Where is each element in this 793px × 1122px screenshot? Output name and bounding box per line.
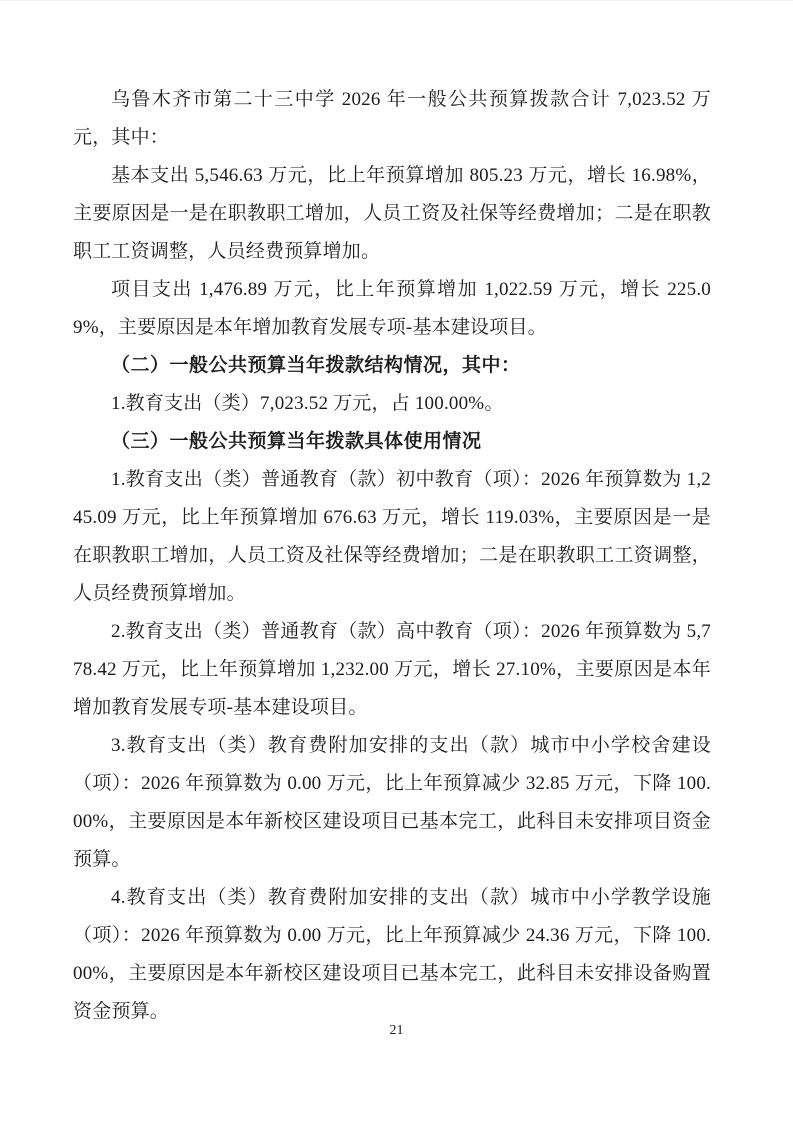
paragraph-item-2-senior-high: 2.教育支出（类）普通教育（款）高中教育（项）：2026 年预算数为 5,778.42 万元，比上年预算增加 1,232.00 万元，增长 27.10%，主要原因是本年增加教育发展专项-基本建设项目。 — [73, 621, 711, 718]
paragraph-item-1-junior-high: 1.教育支出（类）普通教育（款）初中教育（项）：2026 年预算数为 1,245.09 万元，比上年预算增加 676.63 万元，增长 119.03%，主要原因是一是在职教职工增加，人员工资及社保等经费增加；二是在职教职工工资调整，人员经费预算增加。 — [73, 469, 711, 604]
paragraph-education-expenditure-share: 1.教育支出（类）7,023.52 万元，占 100.00%。 — [111, 393, 504, 414]
paragraph-item-3-school-building: 3.教育支出（类）教育费附加安排的支出（款）城市中小学校舍建设（项）：2026 年预算数为 0.00 万元，比上年预算减少 32.85 万元，下降 100.00%，主要原因是本年新校区建设项目已基本完工，此科目未安排项目资金预算。 — [73, 735, 711, 870]
paragraph-total-allocation: 乌鲁木齐市第二十三中学 2026 年一般公共预算拨款合计 7,023.52 万元，其中： — [73, 89, 711, 148]
page-number: 21 — [389, 1023, 404, 1038]
section-heading-allocation-structure: （二）一般公共预算当年拨款结构情况，其中： — [111, 355, 521, 376]
paragraph-project-expenditure: 项目支出 1,476.89 万元，比上年预算增加 1,022.59 万元，增长 225.09%，主要原因是本年增加教育发展专项-基本建设项目。 — [73, 279, 711, 338]
paragraph-item-4-teaching-facilities: 4.教育支出（类）教育费附加安排的支出（款）城市中小学教学设施（项）：2026 年预算数为 0.00 万元，比上年预算减少 24.36 万元，下降 100.00%，主要原因是本年新校区建设项目已基本完工，此科目未安排设备购置资金预算。 — [73, 887, 711, 1022]
paragraph-basic-expenditure: 基本支出 5,546.63 万元，比上年预算增加 805.23 万元，增长 16.98%，主要原因是一是在职教职工增加，人员工资及社保等经费增加；二是在职教职工工资调整，人员经费预算增加。 — [73, 165, 711, 262]
document-body — [73, 81, 711, 1031]
section-heading-specific-usage: （三）一般公共预算当年拨款具体使用情况 — [111, 431, 482, 452]
